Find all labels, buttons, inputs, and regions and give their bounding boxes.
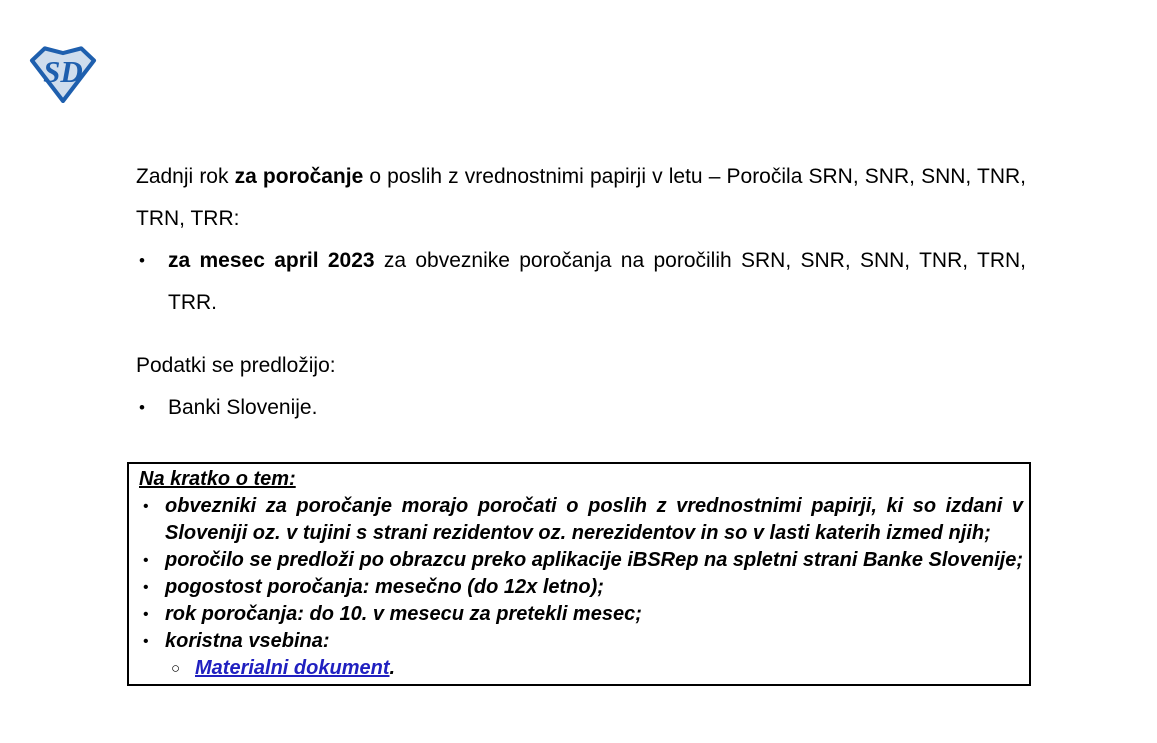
summary-bullet-useful-content — [139, 628, 1023, 655]
summary-bullet-application — [139, 547, 1023, 574]
deadline-bullet-text — [168, 240, 1026, 324]
bullet-dot-icon: • — [139, 251, 145, 270]
summary-bullet-frequency — [139, 574, 1023, 601]
deadline-heading-text-1: Zadnji rok — [136, 165, 235, 188]
submission-heading: Podatki se predložijo: — [136, 354, 336, 377]
summary-bullet-obligors — [139, 493, 1023, 547]
bullet-dot-icon: • — [143, 606, 149, 623]
circle-bullet-icon: ○ — [171, 660, 181, 677]
submission-bullet-text: Banki Slovenije. — [168, 396, 318, 419]
bullet-dot-icon: • — [143, 633, 149, 650]
sd-diamond-logo — [29, 45, 97, 103]
deadline-heading-text-2: o poslih z vrednostnimi papirji v letu – Poročila SRN, SNR, SNN, TNR, TRN, TRR: — [136, 165, 1026, 230]
summary-bullet-text: poročilo se predloži po obrazcu preko aplikacije iBSRep na spletni strani Banke Slovenije; — [165, 549, 1023, 571]
summary-sub-bullet-item — [139, 655, 1023, 682]
bullet-dot-icon: • — [143, 498, 149, 515]
link-suffix-period: . — [389, 657, 396, 679]
summary-sub-bullet-text — [195, 655, 1023, 682]
document-body — [136, 156, 1026, 686]
summary-bullet-text: obvezniki za poročanje morajo poročati o poslih z vrednostnimi papirji, ki so izdani v Sloveniji oz. v tujini s strani rezidentov oz. nerezidentov in so v lasti katerih izmed njih; — [165, 495, 1023, 544]
summary-box — [127, 462, 1031, 686]
bullet-dot-icon: • — [143, 579, 149, 596]
summary-box-title: Na kratko o tem: — [139, 468, 296, 490]
deadline-bullet-bold: za mesec april 2023 — [168, 249, 375, 272]
submission-bullet-item — [136, 387, 1026, 429]
bullet-dot-icon: • — [143, 552, 149, 569]
summary-bullet-text: koristna vsebina: — [165, 630, 330, 652]
bullet-dot-icon: • — [139, 398, 145, 417]
summary-bullet-deadline — [139, 601, 1023, 628]
deadline-heading-bold: za poročanje — [234, 165, 364, 188]
summary-bullet-text: pogostost poročanja: mesečno (do 12x letno); — [165, 576, 604, 598]
deadline-bullet-item — [136, 240, 1026, 324]
logo-letters: SD — [43, 54, 83, 90]
deadline-bullet-rest: za obveznike poročanja na poročilih SRN, SNR, SNN, TNR, TRN, TRR. — [168, 249, 1026, 314]
materialni-dokument-link[interactable]: Materialni dokument — [195, 657, 390, 679]
deadline-heading — [136, 156, 1026, 240]
summary-bullet-text: rok poročanja: do 10. v mesecu za pretekli mesec; — [165, 603, 642, 625]
